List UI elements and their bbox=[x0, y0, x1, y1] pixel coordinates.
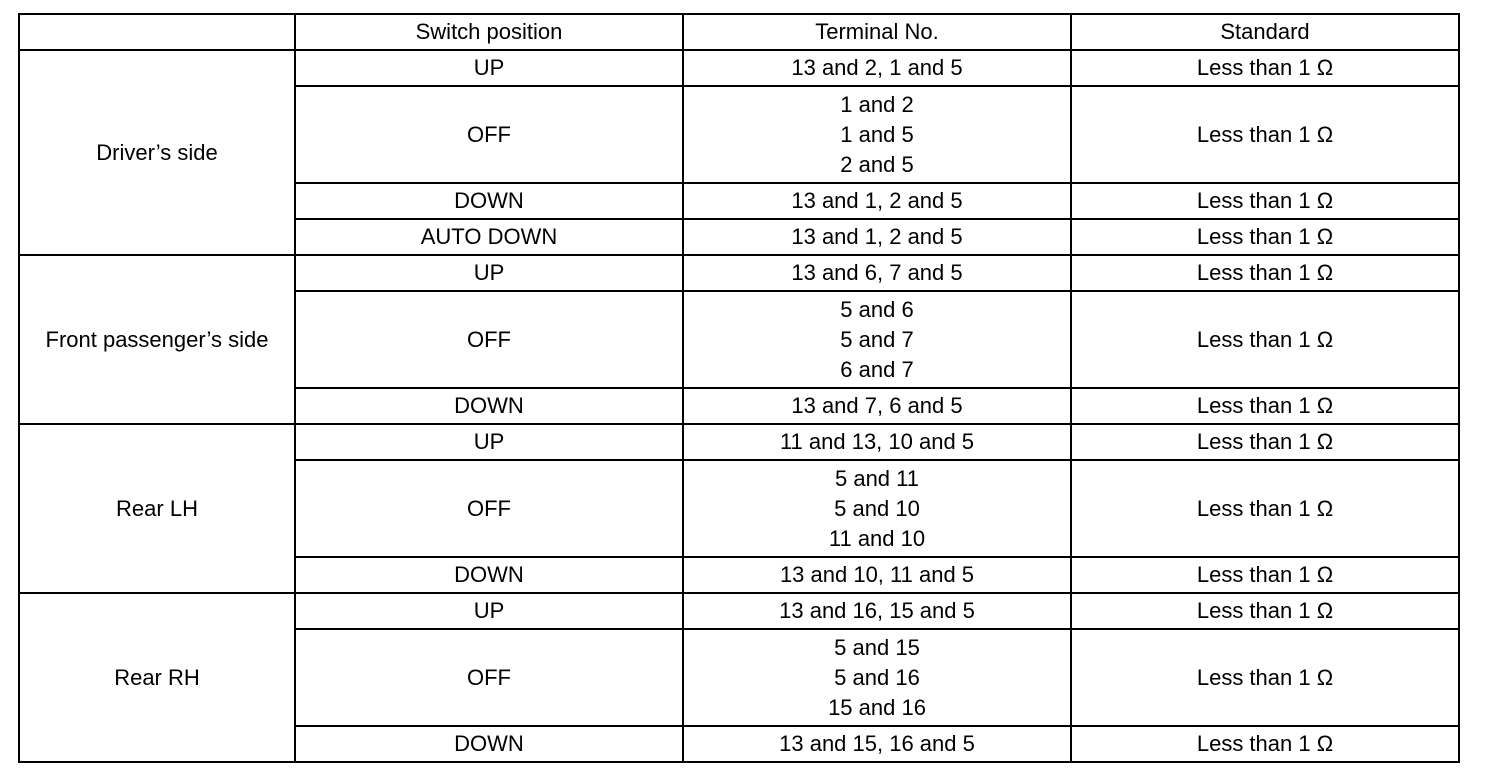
terminal-no-cell bbox=[683, 726, 1071, 762]
switch-position-cell: UP bbox=[295, 593, 683, 629]
terminal-no-cell bbox=[683, 255, 1071, 291]
terminal-pair: 13 and 1, 2 and 5 bbox=[791, 188, 963, 213]
standard-cell: Less than 1 Ω bbox=[1071, 460, 1459, 557]
switch-position-cell: UP bbox=[295, 50, 683, 86]
switch-position-cell: OFF bbox=[295, 460, 683, 557]
terminal-pair: 15 and 16 bbox=[828, 694, 926, 720]
switch-position-cell: UP bbox=[295, 424, 683, 460]
standard-cell: Less than 1 Ω bbox=[1071, 86, 1459, 183]
terminal-pair: 5 and 10 bbox=[834, 495, 920, 521]
group-name-cell: Rear LH bbox=[19, 424, 295, 593]
standard-cell: Less than 1 Ω bbox=[1071, 726, 1459, 762]
terminal-no-cell bbox=[683, 424, 1071, 460]
terminal-pair: 2 and 5 bbox=[840, 151, 914, 177]
standard-cell: Less than 1 Ω bbox=[1071, 50, 1459, 86]
terminal-no-cell bbox=[683, 460, 1071, 557]
terminal-pair: 13 and 16, 15 and 5 bbox=[779, 598, 975, 623]
terminal-no-cell bbox=[683, 593, 1071, 629]
table-row bbox=[19, 424, 1459, 460]
terminal-no-cell bbox=[683, 291, 1071, 388]
standard-cell: Less than 1 Ω bbox=[1071, 629, 1459, 726]
switch-position-cell: DOWN bbox=[295, 388, 683, 424]
standard-cell: Less than 1 Ω bbox=[1071, 593, 1459, 629]
group-name-cell: Driver’s side bbox=[19, 50, 295, 255]
switch-position-cell: DOWN bbox=[295, 726, 683, 762]
terminal-no-cell bbox=[683, 388, 1071, 424]
header-cell-terminal-no: Terminal No. bbox=[683, 14, 1071, 50]
header-cell-standard: Standard bbox=[1071, 14, 1459, 50]
terminal-pair: 5 and 11 bbox=[834, 465, 919, 491]
terminal-pair: 13 and 7, 6 and 5 bbox=[791, 393, 963, 418]
terminal-pair: 13 and 1, 2 and 5 bbox=[791, 224, 963, 249]
spec-table-container bbox=[18, 13, 1460, 763]
terminal-pair: 11 and 10 bbox=[828, 525, 926, 551]
terminal-pair: 13 and 2, 1 and 5 bbox=[791, 55, 963, 80]
terminal-pair: 5 and 7 bbox=[840, 326, 914, 352]
group-name-cell: Rear RH bbox=[19, 593, 295, 762]
switch-position-cell: DOWN bbox=[295, 183, 683, 219]
terminal-pair: 5 and 15 bbox=[834, 634, 920, 660]
standard-cell: Less than 1 Ω bbox=[1071, 183, 1459, 219]
terminal-no-cell bbox=[683, 86, 1071, 183]
terminal-pair: 13 and 6, 7 and 5 bbox=[791, 260, 963, 285]
header-row bbox=[19, 14, 1459, 50]
terminal-pair: 1 and 5 bbox=[840, 121, 914, 147]
standard-cell: Less than 1 Ω bbox=[1071, 219, 1459, 255]
standard-cell: Less than 1 Ω bbox=[1071, 388, 1459, 424]
table-row bbox=[19, 255, 1459, 291]
table-body bbox=[19, 50, 1459, 762]
terminal-pair: 13 and 10, 11 and 5 bbox=[779, 562, 975, 587]
group-name-cell: Front passenger’s side bbox=[19, 255, 295, 424]
terminal-pair: 13 and 15, 16 and 5 bbox=[779, 731, 975, 756]
switch-position-cell: DOWN bbox=[295, 557, 683, 593]
terminal-no-cell bbox=[683, 50, 1071, 86]
switch-position-cell: OFF bbox=[295, 291, 683, 388]
standard-cell: Less than 1 Ω bbox=[1071, 255, 1459, 291]
switch-position-cell: AUTO DOWN bbox=[295, 219, 683, 255]
terminal-pair: 11 and 13, 10 and 5 bbox=[779, 429, 975, 454]
table-row bbox=[19, 50, 1459, 86]
table-row bbox=[19, 593, 1459, 629]
standard-cell: Less than 1 Ω bbox=[1071, 557, 1459, 593]
switch-position-cell: OFF bbox=[295, 86, 683, 183]
terminal-pair: 1 and 2 bbox=[840, 91, 914, 117]
terminal-no-cell bbox=[683, 219, 1071, 255]
terminal-no-cell bbox=[683, 629, 1071, 726]
switch-spec-table bbox=[18, 13, 1460, 763]
terminal-pair: 5 and 6 bbox=[840, 296, 914, 322]
switch-position-cell: OFF bbox=[295, 629, 683, 726]
terminal-pair: 6 and 7 bbox=[840, 356, 914, 382]
terminal-no-cell bbox=[683, 557, 1071, 593]
switch-position-cell: UP bbox=[295, 255, 683, 291]
terminal-no-cell bbox=[683, 183, 1071, 219]
standard-cell: Less than 1 Ω bbox=[1071, 291, 1459, 388]
header-cell-switch-position: Switch position bbox=[295, 14, 683, 50]
header-cell-group bbox=[19, 14, 295, 50]
terminal-pair: 5 and 16 bbox=[834, 664, 920, 690]
standard-cell: Less than 1 Ω bbox=[1071, 424, 1459, 460]
